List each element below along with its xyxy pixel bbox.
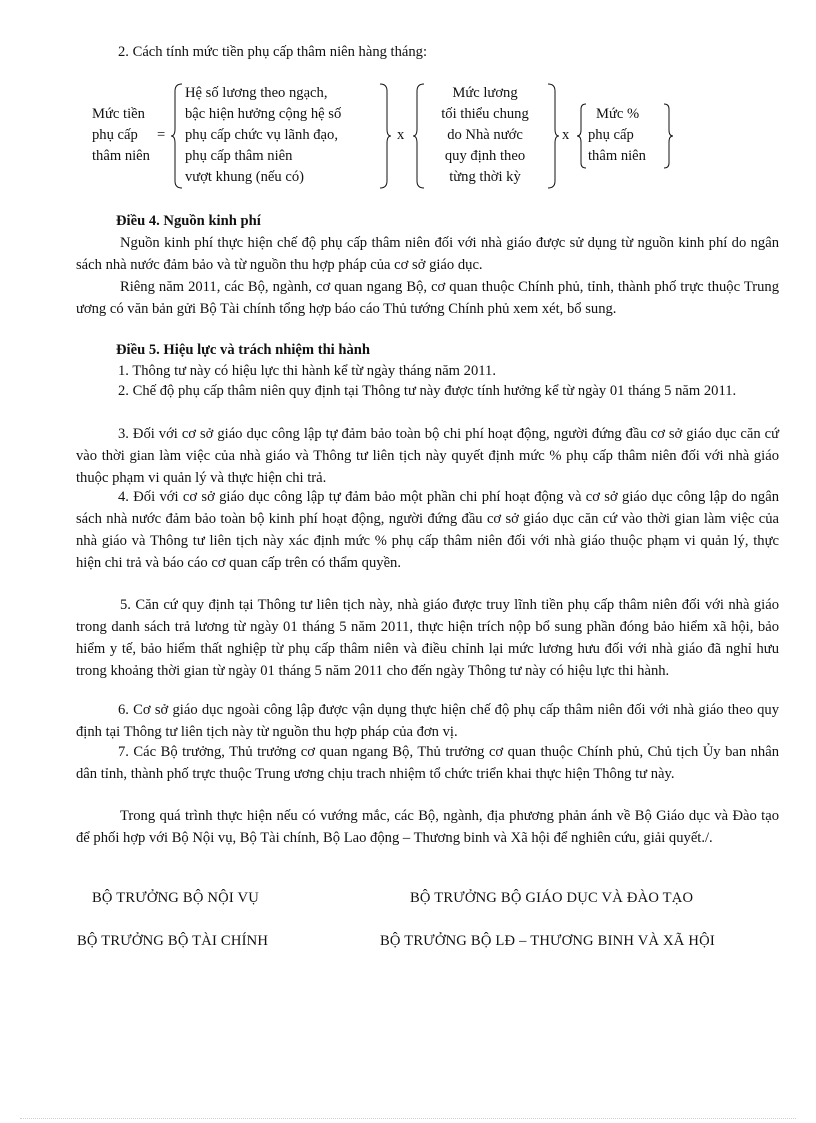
formula-lhs bbox=[92, 104, 150, 167]
formula-group-3-line: thâm niên bbox=[588, 148, 646, 164]
article-4-paragraph: Riêng năm 2011, các Bộ, ngành, cơ quan ngang Bộ, cơ quan thuộc Chính phủ, tỉnh, thành phố trực thuộc Trung ương có văn bản gửi Bộ Tài chính tổng hợp báo cáo Thủ tướng Chính phủ xem xét, bổ sung. bbox=[76, 279, 779, 317]
signature-finance-minister: BỘ TRƯỞNG BỘ TÀI CHÍNH bbox=[77, 933, 269, 949]
formula-group-2-line: tối thiểu chung bbox=[441, 106, 529, 122]
article-5-heading: Điều 5. Hiệu lực và trách nhiệm thi hành bbox=[116, 342, 371, 358]
formula-group-1-line: Hệ số lương theo ngạch, bbox=[185, 85, 328, 101]
right-brace-2 bbox=[546, 82, 560, 190]
formula-lhs-line: thâm niên bbox=[92, 148, 150, 164]
formula-group-3-line: phụ cấp bbox=[588, 127, 634, 143]
left-brace-1 bbox=[170, 82, 184, 190]
formula-group-1-line: bậc hiện hưởng cộng hệ số bbox=[185, 106, 342, 122]
article-5-item-4: 4. Đối với cơ sở giáo dục công lập tự đảm bảo một phần chi phí hoạt động và cơ sở giáo dục công lập do ngân sách nhà nước đảm bảo toàn bộ kinh phí hoạt động, người đứng đầu cơ sở giáo dục căn cứ vào thời gian làm việc của nhà giáo và Thông tư liên tịch này xác định mức % phụ cấp thâm niên đối với nhà giáo thuộc phạm vi quản lý, thực hiện chi trả và báo cáo cơ quan cấp trên có thẩm quyền. bbox=[76, 489, 779, 571]
formula-group-2-line: do Nhà nước bbox=[447, 127, 523, 143]
right-brace-1 bbox=[378, 82, 392, 190]
formula-times-1: x bbox=[397, 127, 405, 143]
article-5-item-5: 5. Căn cứ quy định tại Thông tư liên tịch này, nhà giáo được truy lĩnh tiền phụ cấp thâm niên đối với nhà giáo trong danh sách trả lương từ ngày 01 tháng 5 năm 2011, thực hiện trích nộp bổ sung phần đóng bảo hiểm xã hội, bảo hiểm y tế, bảo hiểm thất nghiệp từ phụ cấp thâm niên và điều chỉnh lại mức lương hưu đối với nhà giáo đã nghỉ hưu trong khoảng thời gian từ ngày 01 tháng 5 năm 2011 cho đến ngày Thông tư này có hiệu lực thi hành. bbox=[76, 597, 779, 679]
signature-education-minister: BỘ TRƯỞNG BỘ GIÁO DỤC VÀ ĐÀO TẠO bbox=[410, 890, 694, 906]
signature-labour-minister: BỘ TRƯỞNG BỘ LĐ – THƯƠNG BINH VÀ XÃ HỘI bbox=[380, 933, 715, 949]
right-brace-3 bbox=[662, 102, 674, 170]
left-brace-2 bbox=[412, 82, 426, 190]
formula-group-2-line: từng thời kỳ bbox=[449, 169, 521, 185]
article-4-heading: Điều 4. Nguồn kinh phí bbox=[116, 213, 261, 229]
article-4-paragraph: Nguồn kinh phí thực hiện chế độ phụ cấp thâm niên đối với nhà giáo được sử dụng từ nguồn kinh phí do ngân sách nhà nước đảm bảo và từ nguồn thu hợp pháp của cơ sở giáo dục. bbox=[76, 235, 779, 273]
signature-interior-minister: BỘ TRƯỞNG BỘ NỘI VỤ bbox=[92, 890, 260, 906]
formula-group-3-line: Mức % bbox=[596, 106, 640, 122]
formula-group-2-line: Mức lương bbox=[452, 85, 518, 101]
allowance-formula bbox=[90, 82, 690, 194]
formula-group-1-line: vượt khung (nếu có) bbox=[185, 169, 304, 185]
formula-times-2: x bbox=[562, 127, 570, 143]
page-bottom-divider bbox=[20, 1118, 796, 1119]
closing-paragraph: Trong quá trình thực hiện nếu có vướng mắc, các Bộ, ngành, địa phương phản ánh về Bộ Giáo dục và Đào tạo để phối hợp với Bộ Nội vụ, Bộ Tài chính, Bộ Lao động – Thương binh và Xã hội để nghiên cứu, giải quyết./. bbox=[76, 808, 779, 846]
article-5-item-3: 3. Đối với cơ sở giáo dục công lập tự đảm bảo toàn bộ chi phí hoạt động, người đứng đầu cơ sở giáo dục căn cứ vào thời gian làm việc của nhà giáo và Thông tư liên tịch này quyết định mức % phụ cấp thâm niên đối với nhà giáo thuộc phạm vi quản lý và thực hiện chi trả. bbox=[76, 426, 779, 486]
left-brace-3 bbox=[576, 102, 588, 170]
section-2-title: 2. Cách tính mức tiền phụ cấp thâm niên hàng tháng: bbox=[118, 44, 428, 60]
article-5-item-6: 6. Cơ sở giáo dục ngoài công lập được vận dụng thực hiện chế độ phụ cấp thâm niên đối với nhà giáo theo quy định tại Thông tư liên tịch này từ nguồn thu hợp pháp của đơn vị. bbox=[76, 702, 779, 740]
formula-group-1-line: phụ cấp chức vụ lãnh đạo, bbox=[185, 127, 338, 143]
formula-group-2 bbox=[426, 83, 544, 188]
formula-equals: = bbox=[157, 127, 166, 143]
formula-group-2-line: quy định theo bbox=[444, 148, 526, 164]
article-5-item-2: 2. Chế độ phụ cấp thâm niên quy định tại Thông tư này được tính hưởng kể từ ngày 01 tháng 5 năm 2011. bbox=[118, 383, 737, 399]
formula-group-1-line: phụ cấp thâm niên bbox=[185, 148, 293, 164]
formula-lhs-line: phụ cấp bbox=[92, 127, 138, 143]
article-5-item-1: 1. Thông tư này có hiệu lực thi hành kể từ ngày tháng năm 2011. bbox=[118, 363, 496, 379]
formula-group-3 bbox=[588, 104, 646, 167]
article-5-item-7: 7. Các Bộ trưởng, Thủ trưởng cơ quan ngang Bộ, Thủ trưởng cơ quan thuộc Chính phủ, Chủ tịch Ủy ban nhân dân tỉnh, thành phố trực thuộc Trung ương chịu trach nhiệm tổ chức triển khai thực hiện Thông tư này. bbox=[76, 744, 779, 782]
formula-group-1 bbox=[185, 83, 341, 188]
formula-lhs-line: Mức tiền bbox=[92, 106, 145, 122]
